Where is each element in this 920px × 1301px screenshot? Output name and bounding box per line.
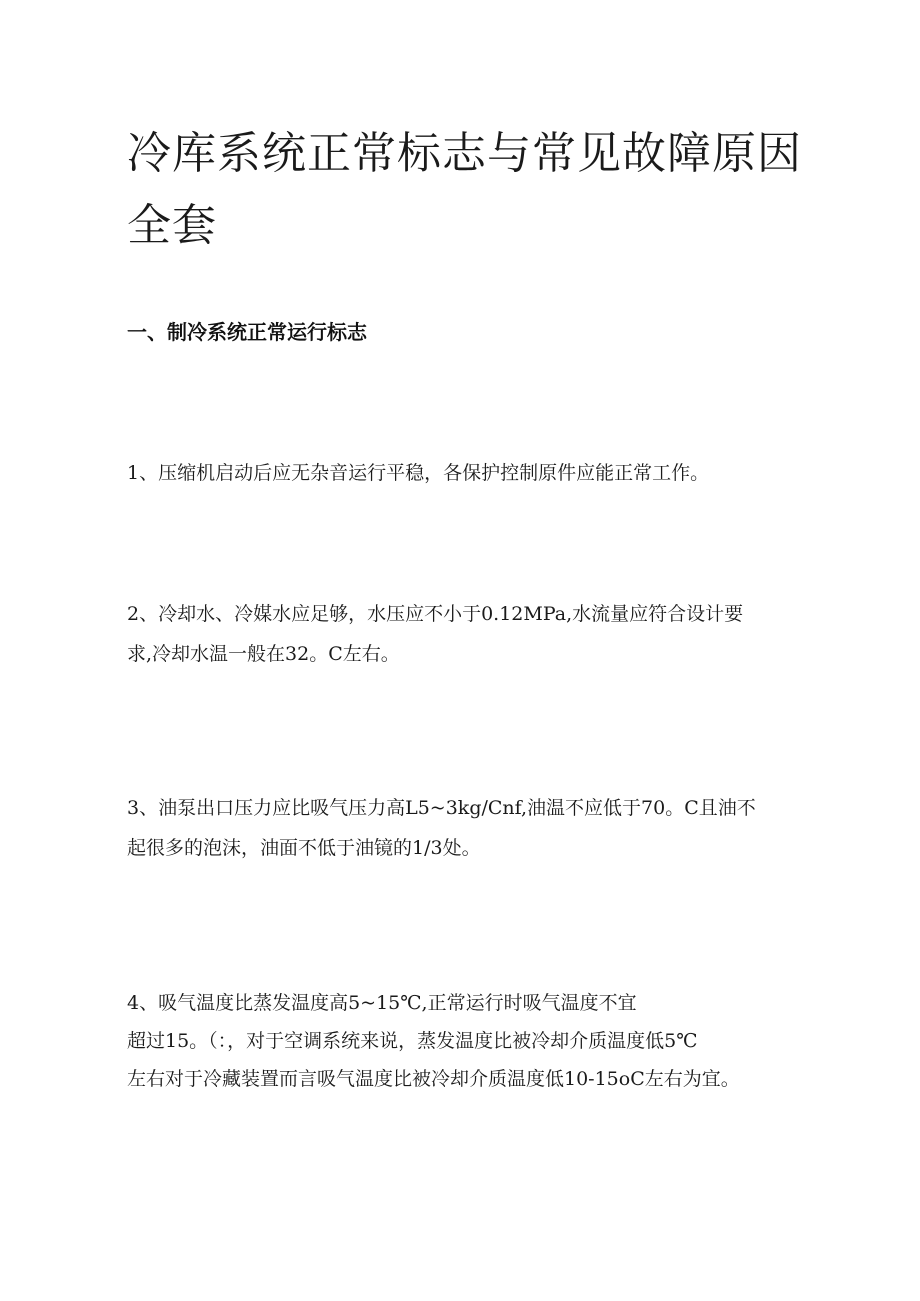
paragraph-2 <box>127 594 807 674</box>
title-line: 全套 <box>127 200 217 251</box>
paragraph-1 <box>127 453 807 493</box>
paragraph-line: 1、压缩机启动后应无杂音运行平稳，各保护控制原件应能正常工作。 <box>127 462 710 484</box>
document-title <box>127 118 807 262</box>
paragraph-line: 3、油泵出口压力应比吸气压力高L5~3kg∕Cnf,油温不应低于70。C且油不 <box>127 797 756 819</box>
paragraph-line: 左右对于冷藏装置而言吸气温度比被冷却介质温度低10-15oC左右为宜。 <box>127 1068 740 1090</box>
paragraph-line: 2、冷却水、冷媒水应足够，水压应不小于0.12MPa,水流量应符合设计要 <box>127 603 744 625</box>
paragraph-4 <box>127 984 807 1098</box>
paragraph-line: 求,冷却水温一般在32。C左右。 <box>127 643 400 665</box>
paragraph-line: 4、吸气温度比蒸发温度高5~15℃,正常运行时吸气温度不宜 <box>127 992 637 1014</box>
paragraph-3 <box>127 788 807 868</box>
section-heading: 一、制冷系统正常运行标志 <box>127 320 367 344</box>
paragraph-line: 起很多的泡沫，油面不低于油镜的1/3处。 <box>127 837 481 859</box>
paragraph-line: 超过15。（：，对于空调系统来说，蒸发温度比被冷却介质温度低5℃ <box>127 1030 698 1052</box>
title-line: 冷库系统正常标志与常见故障原因 <box>127 128 802 179</box>
